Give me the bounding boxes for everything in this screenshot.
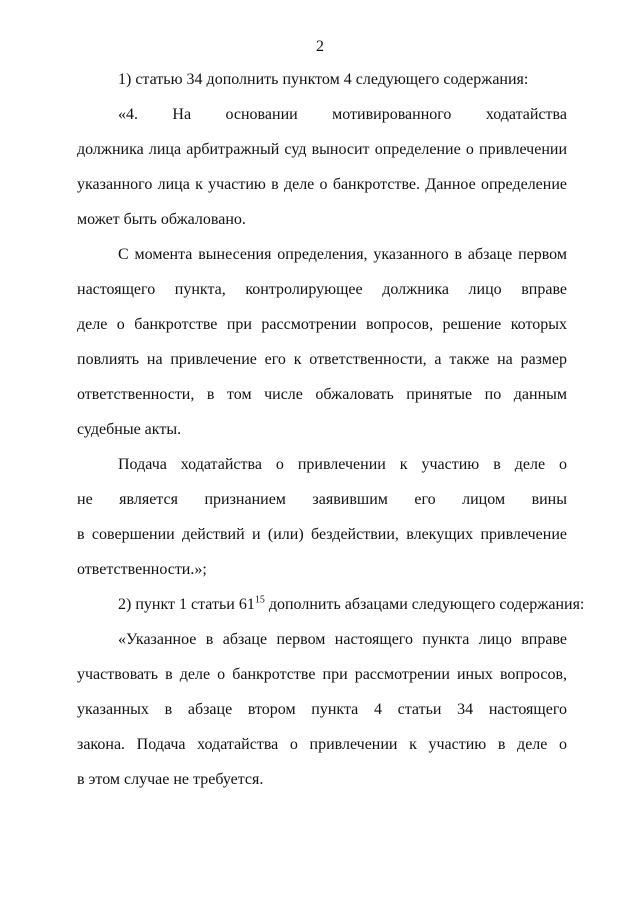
- text-line: С момента вынесения определения, указанного в абзаце первом: [118, 246, 567, 263]
- text-line: в этом случае не требуется.: [77, 771, 264, 788]
- text-line: в совершении действий и (или) бездействии, влекущих привлечение: [77, 526, 567, 543]
- text-line: может быть обжаловано.: [77, 211, 246, 228]
- document-body: [77, 62, 585, 797]
- text-line: [77, 587, 585, 622]
- item1-paragraph-3: [77, 447, 567, 587]
- superscript-15: 15: [254, 594, 265, 606]
- text-line: участвовать в деле о банкротстве при рассмотрении иных вопросов,: [77, 666, 567, 683]
- text-line: настоящего пункта, контролирующее должника лицо вправе: [77, 281, 567, 298]
- item1-intro: [77, 62, 567, 97]
- text-line: деле о банкротстве при рассмотрении вопросов, решение которых: [77, 316, 567, 333]
- text-line: ответственности, в том числе обжаловать принятые по данным: [77, 386, 567, 403]
- text-line: 1) статью 34 дополнить пунктом 4 следующего содержания:: [118, 71, 529, 88]
- item2-paragraph-1: [77, 622, 567, 797]
- item1-paragraph-2: [77, 237, 567, 447]
- text-line: повлиять на привлечение его к ответственности, а также на размер: [77, 351, 567, 368]
- text-line: закона. Подача ходатайства о привлечении к участию в деле о: [77, 736, 567, 753]
- text-line: не является признанием заявившим его лицом вины: [77, 491, 567, 508]
- text-line: «Указанное в абзаце первом настоящего пункта лицо вправе: [118, 631, 567, 648]
- text-line: Подача ходатайства о привлечении к участию в деле о: [118, 456, 567, 473]
- page-number: 2: [316, 38, 324, 55]
- text-line: ответственности.»;: [77, 561, 207, 578]
- text-line: судебные акты.: [77, 421, 182, 438]
- text-line: должника лица арбитражный суд выносит определение о привлечении: [77, 141, 567, 158]
- item2-intro-after: дополнить абзацами следующего содержания:: [264, 596, 585, 613]
- text-line: указанных в абзаце втором пункта 4 статьи 34 настоящего: [77, 701, 567, 718]
- text-line: указанного лица к участию в деле о банкротстве. Данное определение: [77, 176, 567, 193]
- text-line: «4. На основании мотивированного ходатайства: [118, 106, 567, 123]
- item2-intro-before: 2) пункт 1 статьи 61: [118, 596, 255, 613]
- item2-intro: [77, 587, 585, 622]
- item1-paragraph-1: [77, 97, 567, 237]
